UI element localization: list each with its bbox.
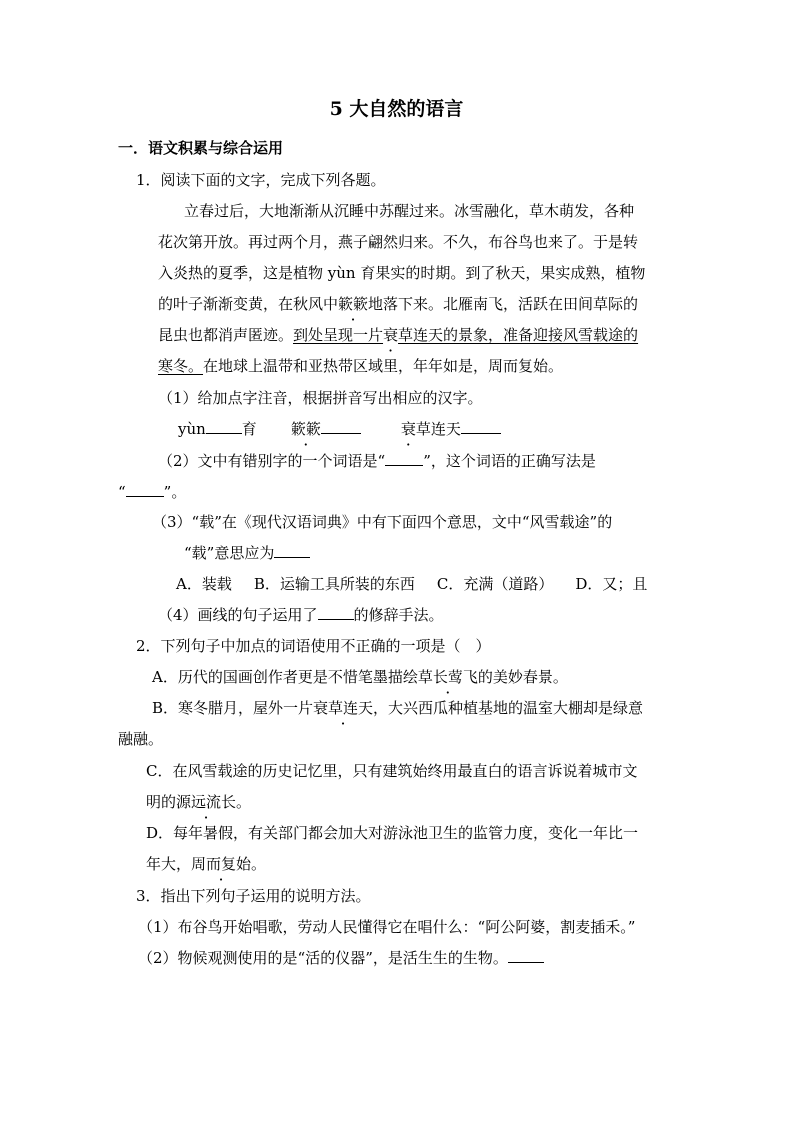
question-2-option-c-cont [146, 792, 251, 812]
subquestion-4 [158, 605, 444, 625]
dotted-char-shuai: 衰 [383, 326, 399, 344]
answer-blank[interactable] [385, 451, 423, 466]
question-2-option-c: C．在风雪载途的历史记忆里，只有建筑始终用最直白的语言诉说着城市文 [146, 762, 638, 780]
option-b: B．运输工具所装的东西 [253, 575, 415, 593]
subquestion-text: ”。 [163, 483, 187, 501]
subquestion-text: ”，这个词语的正确写法是 [423, 452, 596, 470]
underlined-sentence-end: 寒冬。 [158, 357, 204, 375]
underlined-sentence [293, 326, 638, 344]
passage-text: 的叶子渐渐变黄，在秋风中 [158, 295, 339, 313]
passage-line [158, 294, 638, 314]
subquestion-1-items [178, 419, 501, 439]
answer-blank[interactable] [461, 419, 501, 434]
passage-text: 在地球上温带和亚热带区域里，年年如是，周而复始。 [203, 357, 564, 375]
passage-line [158, 325, 638, 345]
dotted-char-shuai: 衰 [400, 420, 416, 438]
option-text: B．寒冬腊月，屋外一片 [152, 699, 314, 717]
question-3-sentence-1: （1）布谷鸟开始唱歌，劳动人民懂得它在唱什么：“阿公阿婆，割麦插禾。” [138, 918, 636, 936]
option-text: 明的 [146, 793, 177, 811]
option-text: 。 [251, 855, 267, 873]
answer-blank[interactable] [508, 948, 544, 963]
question-1-stem: 1．阅读下面的文字，完成下列各题。 [136, 171, 386, 189]
dotted-idiom: 周而复始 [191, 855, 252, 873]
option-text: 的美妙春景。 [477, 668, 568, 686]
passage-line: 花次第开放。再过两个月，燕子翩然归来。不久，布谷鸟也来了。于是转 [158, 233, 639, 251]
answer-blank[interactable] [126, 482, 164, 497]
pinyin-label: yùn [178, 420, 206, 438]
passage-line: 立春过后，大地渐渐从沉睡中苏醒过来。冰雪融化，草木萌发，各种 [184, 202, 635, 220]
subquestion-text: 的修辞手法。 [353, 606, 444, 624]
subquestion-3-options [176, 574, 647, 594]
item-text: 育 [241, 420, 257, 438]
dotted-idiom: 草长莺飞 [417, 668, 478, 686]
subquestion-text: （2）文中有错别字的一个词语是“ [158, 452, 386, 470]
option-text: 年大， [146, 855, 192, 873]
answer-blank[interactable] [318, 605, 354, 620]
question-2-stem: 2．下列句子中加点的词语使用不正确的一项是（ ） [136, 637, 491, 655]
answer-blank[interactable] [274, 543, 310, 558]
question-2-option-b [152, 698, 643, 718]
question-2-option-d-cont [146, 854, 266, 874]
dotted-idiom: 衰草连天 [313, 699, 374, 717]
subquestion-2-cont [118, 482, 186, 502]
subquestion-3-cont [184, 543, 310, 563]
pinyin-yun: yùn [327, 264, 356, 282]
dotted-word-susu: 簌簌 [338, 295, 369, 313]
passage-text: 昆虫也都消声匿迹。 [158, 326, 294, 344]
passage-text: 入炎热的夏季，这是植物 [158, 264, 328, 282]
option-text: 。 [236, 793, 252, 811]
subquestion-1: （1）给加点字注音，根据拼音写出相应的汉字。 [158, 389, 483, 407]
dotted-idiom: 源远流长 [176, 793, 237, 811]
underlined-text: 草连天的景象，准备迎接风雪载途的 [398, 326, 639, 344]
subquestion-text: “ [118, 483, 126, 501]
passage-text: 地落下来。北雁南飞，活跃在田间草际的 [368, 295, 639, 313]
subquestion-2 [158, 451, 596, 471]
question-2-option-a [152, 667, 568, 687]
item-text: 草连天 [415, 420, 461, 438]
option-c: C．充满（道路） [436, 575, 554, 593]
sentence-text: （2）物候观测使用的是“活的仪器”，是活生生的生物。 [138, 949, 508, 967]
option-a: A．装载 [176, 575, 232, 593]
subquestion-text: “载”意思应为 [184, 544, 275, 562]
section-heading: 一．语文积累与综合运用 [118, 139, 284, 157]
question-2-option-b-cont: 融融。 [118, 730, 164, 748]
passage-text: 育果实的时期。到了秋天，果实成熟，植物 [355, 264, 646, 282]
option-d: D．又；且 [575, 575, 648, 593]
page-title: 5 大自然的语言 [329, 98, 464, 120]
option-text: A．历代的国画创作者更是不惜笔墨描绘 [152, 668, 418, 686]
answer-blank[interactable] [206, 419, 242, 434]
dotted-word-susu: 簌簌 [290, 420, 321, 438]
passage-line [158, 356, 563, 376]
question-3-sentence-2 [138, 948, 544, 968]
subquestion-3: （3）“载”在《现代汉语词典》中有下面四个意思，文中“风雪载途”的 [152, 513, 613, 531]
option-text: ，大兴西瓜种植基地的温室大棚却是绿意 [373, 699, 644, 717]
answer-blank[interactable] [321, 419, 361, 434]
underlined-text: 到处呈现一片 [293, 326, 384, 344]
subquestion-text: （4）画线的句子运用了 [158, 606, 318, 624]
passage-line [158, 263, 645, 283]
question-3-stem: 3．指出下列句子运用的说明方法。 [136, 887, 371, 905]
question-2-option-d: D．每年暑假，有关部门都会加大对游泳池卫生的监管力度，变化一年比一 [146, 824, 639, 842]
